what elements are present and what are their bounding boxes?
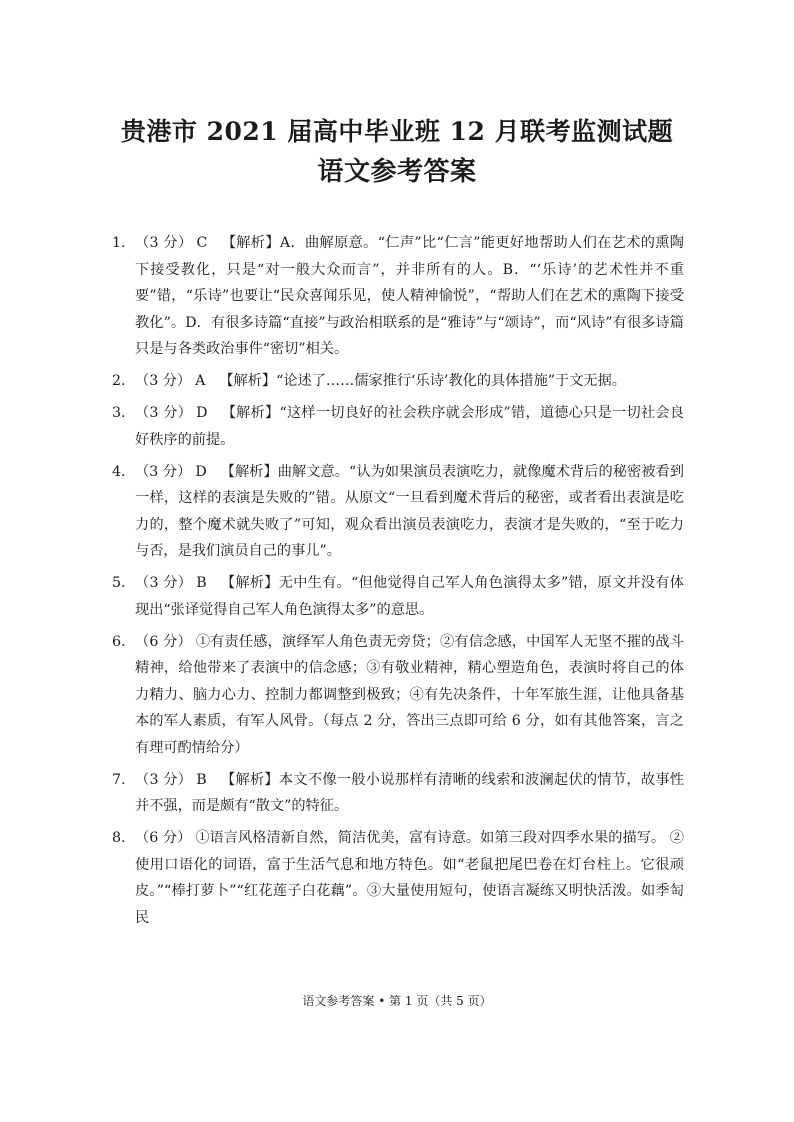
question-score: （3 分） bbox=[135, 771, 193, 788]
answer-explanation: 【解析】“这样一切良好的社会秩序就会形成”错，道德心只是一切社会良好秩序的前提。 bbox=[135, 405, 684, 448]
answer-item-3 bbox=[112, 400, 684, 453]
question-answer: B bbox=[196, 771, 207, 788]
question-score: （3 分） bbox=[135, 575, 193, 591]
question-number: 5. bbox=[112, 575, 126, 591]
question-number: 3. bbox=[112, 405, 126, 421]
answer-item-1 bbox=[112, 230, 684, 363]
question-answer: D bbox=[195, 463, 207, 480]
answer-explanation: ①有责任感，演绎军人角色责无旁贷；②有信念感，中国军人无坚不摧的战斗精神，给他带来了表演中的信念感；③有敬业精神，精心塑造角色，表演时将自己的体力精力、脑力心力、控制力都调整到极致；④有先决条件，十年军旅生涯，让他具备基本的军人素质，有军人风骨。（每点 2 分，答出三点即可给 6 分，如有其他答案，言之有理可酌情给分） bbox=[135, 633, 684, 756]
answer-explanation: 【解析】无中生有。“但他觉得自己军人角色演得太多”错，原文并没有体现出“张译觉得自己军人角色演得太多”的意思。 bbox=[135, 575, 684, 618]
question-number: 7. bbox=[112, 771, 126, 788]
question-score: （6 分） bbox=[135, 830, 192, 846]
page-subtitle: 语文参考答案 bbox=[317, 157, 477, 187]
question-number: 2. bbox=[112, 373, 126, 389]
question-answer: D bbox=[196, 405, 208, 421]
question-number: 8. bbox=[112, 830, 126, 846]
answer-item-6 bbox=[112, 629, 684, 762]
answer-explanation: 【解析】A．曲解原意。“仁声”比“仁言”能更好地帮助人们在艺术的熏陶下接受教化，只是“对一般大众而言”，并非所有的人。B．“‘乐诗’的艺术性并不重要”错，“乐诗”也要让“民众喜闻乐见，使人精神愉悦”，“帮助人们在艺术的熏陶下接受教化”。D．有很多诗篇“直接”与政治相联系的是“雅诗”与“颂诗”，而“风诗”有很多诗篇只是与各类政治事件“密切”相关。 bbox=[135, 235, 684, 357]
answer-item-5 bbox=[112, 570, 684, 623]
question-answer: B bbox=[196, 575, 207, 591]
question-answer: A bbox=[195, 373, 206, 389]
answer-item-8 bbox=[112, 825, 684, 931]
question-answer: C bbox=[196, 235, 208, 251]
question-number: 4. bbox=[112, 463, 126, 480]
answer-explanation: 【解析】“论述了……儒家推行‘乐诗’教化的具体措施”于文无据。 bbox=[219, 373, 626, 389]
question-number: 1. bbox=[112, 235, 126, 251]
page-footer: 语文参考答案 • 第 1 页（共 5 页） bbox=[302, 994, 492, 1008]
page-title: 贵港市 2021 届高中毕业班 12 月联考监测试题 bbox=[120, 117, 674, 146]
question-score: （3 分） bbox=[135, 373, 192, 389]
answer-item-7 bbox=[112, 767, 684, 820]
question-score: （6 分） bbox=[135, 633, 192, 650]
answer-list bbox=[112, 230, 684, 937]
question-score: （3 分） bbox=[135, 463, 192, 480]
answer-explanation: 【解析】曲解文意。“认为如果演员表演吃力，就像魔术背后的秘密被看到一样，这样的表演是失败的”错。从原文“一旦看到魔术背后的秘密，或者看出表演是吃力的，整个魔术就失败了”可知，观众看出演员表演吃力，表演才是失败的，“至于吃力与否，是我们演员自己的事儿”。 bbox=[135, 463, 684, 559]
question-number: 6. bbox=[112, 633, 126, 650]
answer-explanation: ①语言风格清新自然，简洁优美，富有诗意。如第三段对四季水果的描写。 ②使用口语化的词语，富于生活气息和地方特色。如“老鼠把尾巴卷在灯台柱上。它很顽皮。”“棒打萝卜”“红花莲子白花藕”。③大量使用短句，使语言凝练又明快活泼。如季匋民 bbox=[135, 830, 684, 926]
answer-item-4 bbox=[112, 459, 684, 565]
question-score: （3 分） bbox=[135, 235, 193, 251]
question-score: （3 分） bbox=[135, 405, 193, 421]
answer-item-2 bbox=[112, 368, 684, 395]
answer-explanation: 【解析】本文不像一般小说那样有清晰的线索和波澜起伏的情节，故事性并不强，而是颇有“散文”的特征。 bbox=[135, 771, 684, 814]
